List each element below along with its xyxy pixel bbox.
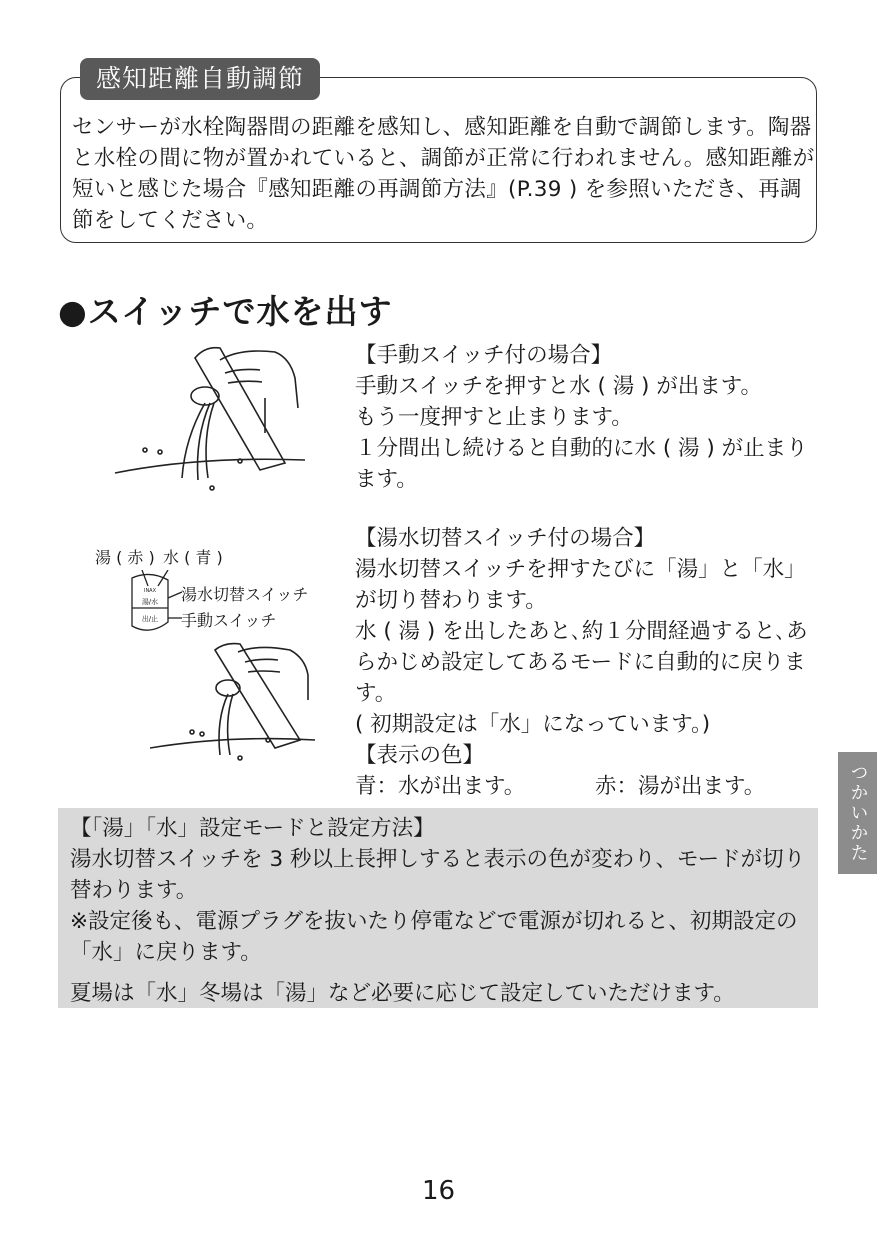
info-box-text: センサーが水栓陶器間の距離を感知し、感知距離を自動で調節します。陶器と水栓の間に物が置かれていると、調節が正常に行われません。感知距離が短いと感じた場合『感知距離の再調節方法』(P.39 ) を参照いただき、再調節をしてください。 xyxy=(72,115,815,233)
toggle-switch-block xyxy=(355,523,825,802)
badge-inax: INAX xyxy=(143,588,157,594)
toggle-switch-heading: 【湯水切替スイッチ付の場合】 xyxy=(355,526,656,551)
color-heading: 【表示の色】 xyxy=(355,743,485,768)
mode-note-heading: 【「湯」「水」設定モードと設定方法】 xyxy=(70,816,435,841)
page-number: 16 xyxy=(421,1176,456,1206)
toggle-switch-line1: 湯水切替スイッチを押すたびに「湯」と「水」が切り替わります。 xyxy=(355,557,806,613)
manual-switch-line2: もう一度押すと止まります。 xyxy=(355,405,633,430)
toggle-switch-line2: 水 ( 湯 ) を出したあと､約１分間経過すると､あらかじめ設定してあるモードに自動的に戻ります。 xyxy=(355,619,808,706)
side-tab-usage: つかいかた xyxy=(838,752,877,874)
switch-panel-diagram xyxy=(120,570,182,640)
color-red: 赤：湯が出ます。 xyxy=(595,774,766,799)
manual-switch-line3: １分間出し続けると自動的に水 ( 湯 ) が止まります。 xyxy=(355,436,808,492)
label-toggle-switch: 湯水切替スイッチ xyxy=(181,585,309,604)
mode-note-line2: ※設定後も、電源プラグを抜いたり停電などで電源が切れると、初期設定の「水」に戻ります。 xyxy=(70,909,798,965)
manual-switch-block xyxy=(355,340,825,495)
mode-note-line1: 湯水切替スイッチを 3 秒以上長押しすると表示の色が変わり、モードが切り替わります。 xyxy=(70,847,806,903)
label-manual-switch: 手動スイッチ xyxy=(181,611,277,630)
section-heading: ●スイッチで水を出す xyxy=(58,292,393,331)
badge-manual: 出/止 xyxy=(141,615,159,623)
toggle-switch-line3: ( 初期設定は「水」になっています。) xyxy=(355,712,711,737)
manual-switch-line1: 手動スイッチを押すと水 ( 湯 ) が出ます。 xyxy=(355,374,763,399)
color-blue: 青：水が出ます。 xyxy=(355,774,526,799)
label-hot-red: 湯 ( 赤 ) xyxy=(95,548,155,567)
color-legend xyxy=(355,771,825,802)
badge-toggle: 湯/水 xyxy=(141,598,159,606)
mode-note-line3: 夏場は「水」冬場は「湯」など必要に応じて設定していただけます。 xyxy=(70,981,735,1006)
info-box-title: 感知距離自動調節 xyxy=(80,58,320,100)
mode-note-text xyxy=(70,813,815,1009)
faucet-toggle-illustration xyxy=(150,640,330,765)
label-cold-blue: 水 ( 青 ) xyxy=(163,548,223,567)
manual-switch-heading: 【手動スイッチ付の場合】 xyxy=(355,343,613,368)
faucet-manual-illustration xyxy=(110,338,310,498)
